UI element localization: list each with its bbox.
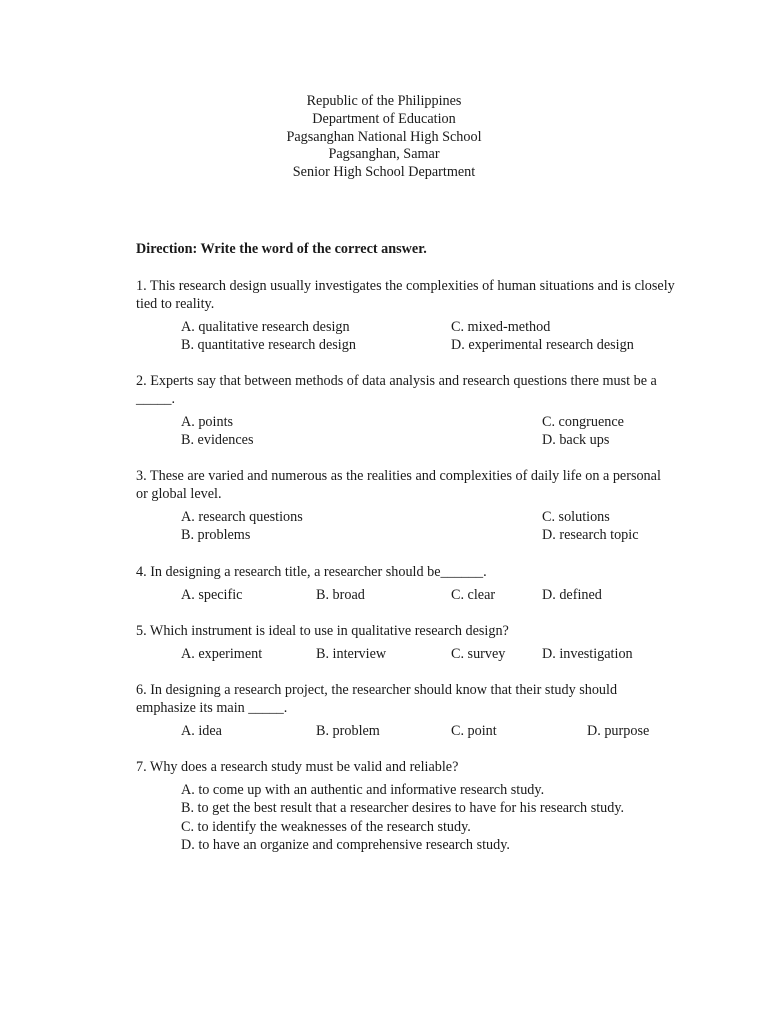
question-6-option-d: D. purpose xyxy=(587,723,650,739)
question-5-option-c: C. survey xyxy=(451,646,506,662)
question-6-option-c: C. point xyxy=(451,723,497,739)
question-3-option-d: D. research topic xyxy=(542,527,639,543)
question-7-option-a: A. to come up with an authentic and informative research study. xyxy=(181,782,545,798)
question-3-text: 3. These are varied and numerous as the realities and complexities of daily life on a personal or global level. xyxy=(136,468,661,502)
question-3-option-b: B. problems xyxy=(181,527,251,543)
direction-text: Direction: Write the word of the correct answer. xyxy=(136,241,427,257)
question-7-option-b: B. to get the best result that a researcher desires to have for his research study. xyxy=(181,800,625,816)
question-4-option-a: A. specific xyxy=(181,587,243,603)
question-7-option-c: C. to identify the weaknesses of the research study. xyxy=(181,819,471,835)
question-5-text: 5. Which instrument is ideal to use in qualitative research design? xyxy=(136,623,509,639)
question-4-option-c: C. clear xyxy=(451,587,496,603)
question-1-option-a: A. qualitative research design xyxy=(181,319,350,335)
question-4-option-b: B. broad xyxy=(316,587,365,603)
question-7-option-d: D. to have an organize and comprehensive research study. xyxy=(181,837,510,853)
question-5-option-a: A. experiment xyxy=(181,646,263,662)
question-3-option-c: C. solutions xyxy=(542,509,610,525)
question-2-option-d: D. back ups xyxy=(542,432,610,448)
question-2-text: 2. Experts say that between methods of data analysis and research questions there must be a _____. xyxy=(136,373,657,407)
question-5-option-b: B. interview xyxy=(316,646,387,662)
question-6-option-a: A. idea xyxy=(181,723,222,739)
header-line-school: Pagsanghan National High School xyxy=(286,128,482,145)
question-4-option-d: D. defined xyxy=(542,587,602,603)
question-1-option-c: C. mixed-method xyxy=(451,319,551,335)
school-header xyxy=(0,93,768,182)
question-1-option-d: D. experimental research design xyxy=(451,337,634,353)
question-7-text: 7. Why does a research study must be valid and reliable? xyxy=(136,759,459,775)
question-4-text: 4. In designing a research title, a researcher should be______. xyxy=(136,564,487,580)
question-6-option-b: B. problem xyxy=(316,723,380,739)
question-3-option-a: A. research questions xyxy=(181,509,303,525)
question-6-text: 6. In designing a research project, the researcher should know that their study should emphasize its main _____. xyxy=(136,682,618,716)
question-2-option-c: C. congruence xyxy=(542,414,624,430)
header-line-department: Department of Education xyxy=(312,110,456,127)
question-5-option-d: D. investigation xyxy=(542,646,633,662)
question-2-option-b: B. evidences xyxy=(181,432,254,448)
header-line-republic: Republic of the Philippines xyxy=(306,93,462,109)
question-1-option-b: B. quantitative research design xyxy=(181,337,356,353)
header-line-shs-department: Senior High School Department xyxy=(292,164,476,181)
question-1-text: 1. This research design usually investigates the complexities of human situations and is closely tied to reality. xyxy=(136,278,675,312)
question-2-option-a: A. points xyxy=(181,414,234,430)
header-line-location: Pagsanghan, Samar xyxy=(328,146,440,163)
